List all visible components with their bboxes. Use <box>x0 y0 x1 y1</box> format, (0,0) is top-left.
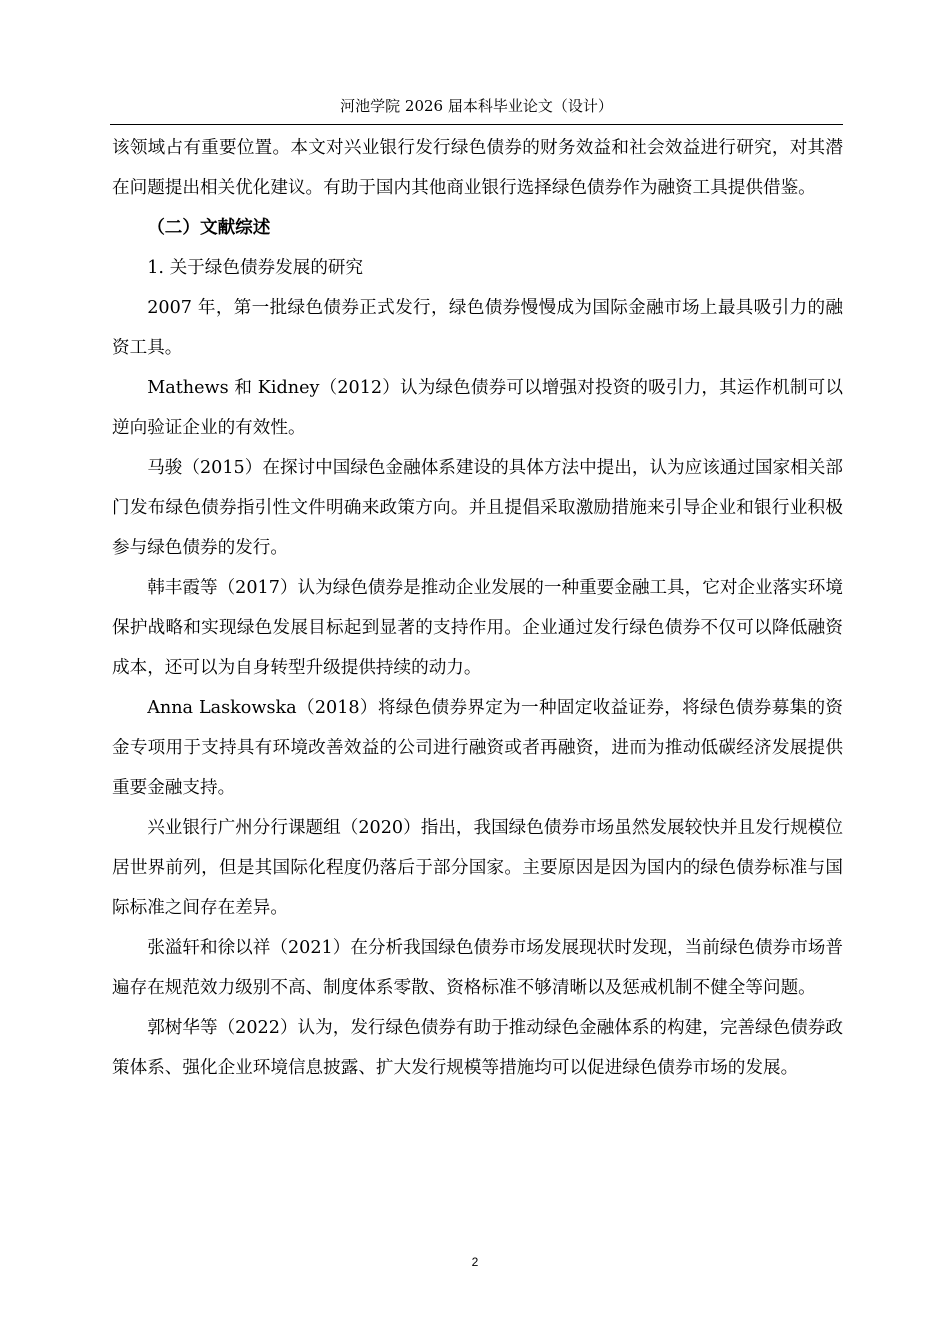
paragraph-intro-continuation: 该领域占有重要位置。本文对兴业银行发行绿色债券的财务效益和社会效益进行研究，对其潜在问题提出相关优化建议。有助于国内其他商业银行选择绿色债券作为融资工具提供借鉴。 <box>112 138 843 198</box>
paragraph-guo-shuhua: 郭树华等（2022）认为，发行绿色债券有助于推动绿色金融体系的构建，完善绿色债券政策体系、强化企业环境信息披露、扩大发行规模等措施均可以促进绿色债券市场的发展。 <box>112 1018 843 1078</box>
page-number: 2 <box>471 1255 479 1269</box>
paragraph-mathews-kidney: Mathews 和 Kidney（2012）认为绿色债券可以增强对投资的吸引力，其运作机制可以逆向验证企业的有效性。 <box>112 378 843 438</box>
paragraph-han-fengxia: 韩丰霞等（2017）认为绿色债券是推动企业发展的一种重要金融工具，它对企业落实环境保护战略和实现绿色发展目标起到显著的支持作用。企业通过发行绿色债券不仅可以降低融资成本，还可以为自身转型升级提供持续的动力。 <box>112 578 843 678</box>
page-header <box>110 94 843 125</box>
paragraph-ma-jun: 马骏（2015）在探讨中国绿色金融体系建设的具体方法中提出，认为应该通过国家相关部门发布绿色债券指引性文件明确来政策方向。并且提倡采取激励措施来引导企业和银行业积极参与绿色债券的发行。 <box>112 458 843 558</box>
subsection-heading-green-bond-research: 1. 关于绿色债券发展的研究 <box>147 258 364 278</box>
body-text <box>112 128 843 1088</box>
paragraph-industrial-bank-guangzhou: 兴业银行广州分行课题组（2020）指出，我国绿色债券市场虽然发展较快并且发行规模位居世界前列，但是其国际化程度仍落后于部分国家。主要原因是因为国内的绿色债券标准与国际标准之间存在差异。 <box>112 818 843 918</box>
header-title: 河池学院 2026 届本科毕业论文（设计） <box>340 97 613 115</box>
section-heading-literature-review: （二）文献综述 <box>147 217 271 238</box>
paragraph-zhang-yixuan: 张溢轩和徐以祥（2021）在分析我国绿色债券市场发展现状时发现，当前绿色债券市场普遍存在规范效力级别不高、制度体系零散、资格标准不够清晰以及惩戒机制不健全等问题。 <box>112 938 843 998</box>
paragraph-anna-laskowska: Anna Laskowska（2018）将绿色债券界定为一种固定收益证券，将绿色债券募集的资金专项用于支持具有环境改善效益的公司进行融资或者再融资，进而为推动低碳经济发展提供重要金融支持。 <box>112 698 843 798</box>
paragraph-2007: 2007 年，第一批绿色债券正式发行，绿色债券慢慢成为国际金融市场上最具吸引力的融资工具。 <box>112 298 843 358</box>
